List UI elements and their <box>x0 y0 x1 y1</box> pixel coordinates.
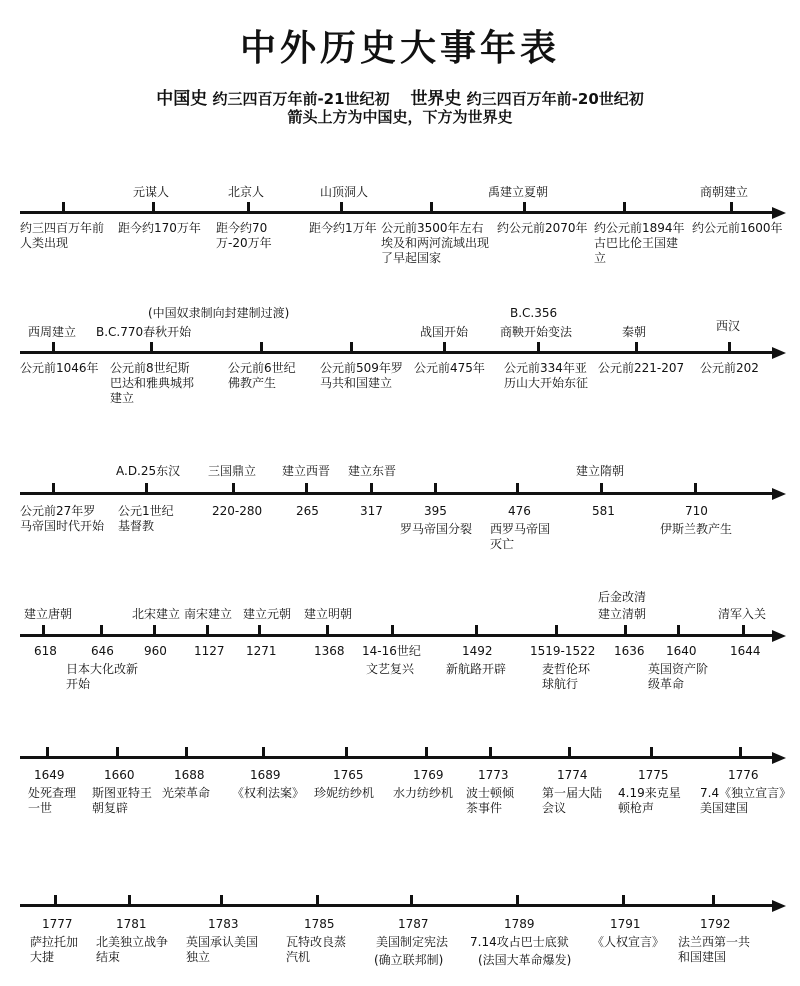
year-label: 1787 <box>398 917 429 931</box>
year-label: 1765 <box>333 768 364 782</box>
tick <box>410 895 413 904</box>
page-title: 中外历史大事年表 <box>239 28 560 69</box>
event-above: 山顶洞人 <box>320 185 369 199</box>
event-below: 伊斯兰教产生 <box>660 522 733 536</box>
event-below: 公元前221-207 <box>598 361 685 375</box>
tick <box>42 625 45 634</box>
event-below: 公元前202 <box>700 361 759 375</box>
event-below: 处死查理一世 <box>28 786 77 815</box>
tick <box>260 342 263 351</box>
china-range: 约三四百万年前-21世纪初 <box>212 90 390 108</box>
tick <box>345 747 348 756</box>
event-below: 265 <box>296 504 319 518</box>
year-label: 1774 <box>557 768 588 782</box>
event-below: 日本大化改新开始 <box>66 662 139 691</box>
event-below: 960 <box>144 644 167 658</box>
event-below: (法国大革命爆发) <box>478 953 572 967</box>
event-below: 4.19来克星顿枪声 <box>618 786 681 815</box>
tick <box>316 895 319 904</box>
event-below: 新航路开辟 <box>446 662 507 676</box>
tick <box>568 747 571 756</box>
event-above: 建立西晋 <box>282 464 331 478</box>
tick <box>624 625 627 634</box>
tick <box>730 202 733 211</box>
tick <box>232 483 235 492</box>
tick <box>537 342 540 351</box>
tick <box>739 747 742 756</box>
event-below: 波士顿倾茶事件 <box>466 786 515 815</box>
event-above: 禹建立夏朝 <box>488 185 549 199</box>
event-below: 1640 <box>666 644 697 658</box>
event-below: 西罗马帝国灭亡 <box>490 522 551 551</box>
arrow-head <box>772 752 786 764</box>
arrow-head <box>772 630 786 642</box>
event-below: 距今约70万-20万年 <box>216 221 272 250</box>
event-below: 距今约1万年 <box>309 221 377 235</box>
arrow-head <box>772 207 786 219</box>
tick <box>153 625 156 634</box>
year-label: 1792 <box>700 917 731 931</box>
tick <box>623 202 626 211</box>
event-below: 萨拉托加大捷 <box>30 935 79 964</box>
event-below: 水力纺纱机 <box>393 786 454 800</box>
tick <box>52 342 55 351</box>
tick <box>677 625 680 634</box>
tick <box>742 625 745 634</box>
event-below: 646 <box>91 644 114 658</box>
year-label: 1660 <box>104 768 135 782</box>
event-above: 建立明朝 <box>304 607 353 621</box>
tick <box>650 747 653 756</box>
year-label: 1769 <box>413 768 444 782</box>
tick <box>443 342 446 351</box>
event-below: 公元1世纪基督教 <box>118 504 174 533</box>
event-below: 约三四百万年前人类出现 <box>20 221 105 250</box>
tick <box>600 483 603 492</box>
tick <box>712 895 715 904</box>
event-above: 西周建立 <box>28 325 77 339</box>
event-below: 581 <box>592 504 615 518</box>
event-above: 建立隋朝 <box>576 464 625 478</box>
event-below: 1368 <box>314 644 345 658</box>
event-below: 第一届大陆会议 <box>542 786 603 815</box>
tick <box>185 747 188 756</box>
event-below: 罗马帝国分裂 <box>400 522 473 536</box>
timeline-axis <box>20 211 780 214</box>
event-below: 光荣革命 <box>162 786 211 800</box>
event-below: 文艺复兴 <box>366 662 415 676</box>
event-below: 北美独立战争结束 <box>96 935 169 964</box>
arrow-head <box>772 900 786 912</box>
event-below: 瓦特改良蒸汽机 <box>286 935 347 964</box>
year-label: 1775 <box>638 768 669 782</box>
world-range: 约三四百万年前-20世纪初 <box>466 90 644 108</box>
event-below: 1492 <box>462 644 493 658</box>
event-above: 战国开始 <box>420 325 469 339</box>
event-above: 北宋建立 <box>132 607 181 621</box>
year-label: 1785 <box>304 917 335 931</box>
timeline-axis <box>20 904 780 907</box>
event-above: 后金改清 <box>598 590 647 604</box>
event-above: 清军入关 <box>718 607 767 621</box>
event-below: 公元前6世纪佛教产生 <box>228 361 296 390</box>
tick <box>728 342 731 351</box>
event-below: 约公元前1600年 <box>692 221 783 235</box>
event-below: 《人权宣言》 <box>592 935 665 949</box>
event-above: 建立东晋 <box>348 464 397 478</box>
tick <box>434 483 437 492</box>
event-below: 1127 <box>194 644 225 658</box>
tick <box>52 483 55 492</box>
year-label: 1783 <box>208 917 239 931</box>
timeline-axis <box>20 756 780 759</box>
event-above: B.C.770春秋开始 <box>96 325 192 339</box>
event-below: 《权利法案》 <box>232 786 305 800</box>
tick <box>145 483 148 492</box>
timeline-row-1 <box>0 170 800 290</box>
event-below: 珍妮纺纱机 <box>314 786 375 800</box>
year-label: 1789 <box>504 917 535 931</box>
tick <box>100 625 103 634</box>
year-label: 1773 <box>478 768 509 782</box>
tick <box>430 202 433 211</box>
event-below: 公元前27年罗马帝国时代开始 <box>20 504 105 533</box>
event-above: 南宋建立 <box>184 607 233 621</box>
year-label: 1688 <box>174 768 205 782</box>
year-label: 1777 <box>42 917 73 931</box>
event-below: 395 <box>424 504 447 518</box>
event-below: 麦哲伦环球航行 <box>542 662 591 691</box>
event-below: 710 <box>685 504 708 518</box>
event-below: 公元前475年 <box>414 361 485 375</box>
event-above: 商鞅开始变法 <box>500 325 573 339</box>
event-above: 西汉 <box>716 319 741 333</box>
event-above: (中国奴隶制向封建制过渡) <box>148 306 290 320</box>
timeline-row-4 <box>0 590 800 710</box>
tick <box>262 747 265 756</box>
tick <box>516 483 519 492</box>
tick <box>220 895 223 904</box>
event-below: 公元前334年亚历山大开始东征 <box>504 361 589 390</box>
tick <box>694 483 697 492</box>
event-below: 7.14攻占巴士底狱 <box>470 935 569 949</box>
timeline-axis <box>20 492 780 495</box>
tick <box>555 625 558 634</box>
event-below: 距今约170万年 <box>118 221 201 235</box>
event-above: 元谋人 <box>133 185 170 199</box>
event-below: 1519-1522 <box>530 644 596 658</box>
year-label: 1791 <box>610 917 641 931</box>
event-below: 公元前509年罗马共和国建立 <box>320 361 403 390</box>
event-above: 建立唐朝 <box>24 607 73 621</box>
event-below: 1636 <box>614 644 645 658</box>
timeline-row-5 <box>0 720 800 840</box>
tick <box>350 342 353 351</box>
timeline-axis <box>20 634 780 637</box>
timeline-axis <box>20 351 780 354</box>
event-above: A.D.25东汉 <box>116 464 181 478</box>
tick <box>425 747 428 756</box>
china-label: 中国史 <box>156 89 208 109</box>
event-below: 220-280 <box>212 504 263 518</box>
event-below: 美国制定宪法 <box>376 935 449 949</box>
event-below: (确立联邦制) <box>374 953 444 967</box>
event-below: 618 <box>34 644 57 658</box>
timeline-row-3 <box>0 450 800 570</box>
tick <box>475 625 478 634</box>
event-below: 法兰西第一共和国建国 <box>678 935 751 964</box>
tick <box>635 342 638 351</box>
event-above: B.C.356 <box>510 306 558 320</box>
world-label: 世界史 <box>410 89 462 109</box>
event-below: 英国资产阶级革命 <box>648 662 709 691</box>
tick <box>326 625 329 634</box>
tick <box>152 202 155 211</box>
event-above: 秦朝 <box>622 325 647 339</box>
arrow-head <box>772 347 786 359</box>
event-below: 317 <box>360 504 383 518</box>
tick <box>150 342 153 351</box>
tick <box>247 202 250 211</box>
tick <box>305 483 308 492</box>
tick <box>340 202 343 211</box>
event-below: 1644 <box>730 644 761 658</box>
tick <box>391 625 394 634</box>
tick <box>516 895 519 904</box>
year-label: 1689 <box>250 768 281 782</box>
event-above: 北京人 <box>228 185 265 199</box>
tick <box>116 747 119 756</box>
event-below: 公元前3500年左右埃及和两河流域出现了早起国家 <box>381 221 490 265</box>
event-below: 公元前1046年 <box>20 361 99 375</box>
timeline-row-6 <box>0 860 800 980</box>
tick <box>258 625 261 634</box>
tick <box>622 895 625 904</box>
event-below: 公元前8世纪斯巴达和雅典城邦建立 <box>110 361 195 405</box>
event-below: 476 <box>508 504 531 518</box>
year-label: 1649 <box>34 768 65 782</box>
tick <box>523 202 526 211</box>
tick <box>62 202 65 211</box>
event-below: 1271 <box>246 644 277 658</box>
tick <box>370 483 373 492</box>
event-below: 斯图亚特王朝复辟 <box>92 786 153 815</box>
event-above: 三国鼎立 <box>208 464 257 478</box>
tick <box>489 747 492 756</box>
event-above: 商朝建立 <box>700 185 749 199</box>
arrow-head <box>772 488 786 500</box>
event-above: 建立清朝 <box>598 607 647 621</box>
timeline-row-2 <box>0 300 800 420</box>
tick <box>46 747 49 756</box>
year-label: 1781 <box>116 917 147 931</box>
tick <box>54 895 57 904</box>
event-above: 建立元朝 <box>243 607 292 621</box>
tick <box>128 895 131 904</box>
event-below: 约公元前1894年古巴比伦王国建立 <box>594 221 685 265</box>
event-below: 7.4《独立宣言》美国建国 <box>700 786 792 815</box>
event-below: 英国承认美国独立 <box>186 935 259 964</box>
event-below: 约公元前2070年 <box>497 221 588 235</box>
subtitle-note: 箭头上方为中国史，下方为世界史 <box>287 108 513 126</box>
tick <box>206 625 209 634</box>
event-below: 14-16世纪 <box>362 644 421 658</box>
year-label: 1776 <box>728 768 759 782</box>
